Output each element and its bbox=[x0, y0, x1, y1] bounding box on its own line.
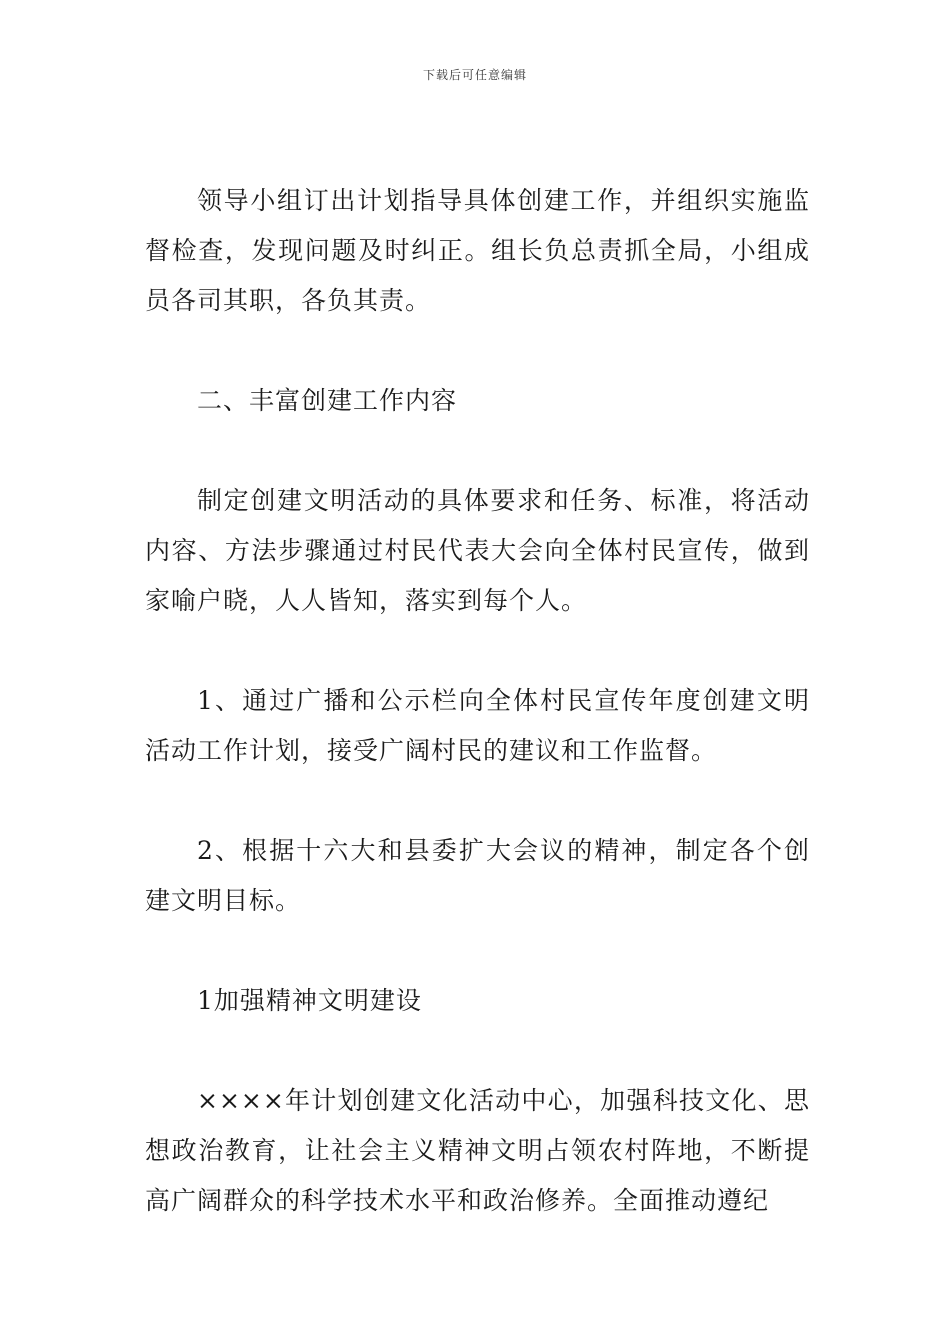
paragraph-leadership: 领导小组订出计划指导具体创建工作，并组织实施监督检查，发现问题及时纠正。组长负总责抓全局，小组成员各司其职，各负其责。 bbox=[145, 186, 810, 315]
paragraph-spacer bbox=[145, 326, 810, 376]
paragraph-culture-center: ××××年计划创建文化活动中心，加强科技文化、思想政治教育，让社会主义精神文明占领农村阵地，不断提高广阔群众的科学技术水平和政治修养。全面推动遵纪 bbox=[145, 1086, 810, 1215]
list-item-goals: 2、根据十六大和县委扩大会议的精神，制定各个创建文明目标。 bbox=[145, 836, 810, 915]
paragraph-spacer bbox=[145, 1026, 810, 1076]
subheading-spiritual: 1加强精神文明建设 bbox=[197, 986, 422, 1015]
paragraph-spacer bbox=[145, 426, 810, 476]
section-heading-content: 二、丰富创建工作内容 bbox=[197, 386, 458, 415]
paragraph-requirements: 制定创建文明活动的具体要求和任务、标准，将活动内容、方法步骤通过村民代表大会向全体村民宣传，做到家喻户晓，人人皆知，落实到每个人。 bbox=[145, 486, 810, 615]
document-body bbox=[145, 176, 810, 1226]
header-note: 下载后可任意编辑 bbox=[422, 68, 527, 82]
paragraph-spacer bbox=[145, 926, 810, 976]
paragraph-spacer bbox=[145, 626, 810, 676]
paragraph-spacer bbox=[145, 776, 810, 826]
list-item-broadcast: 1、通过广播和公示栏向全体村民宣传年度创建文明活动工作计划，接受广阔村民的建议和工作监督。 bbox=[145, 686, 810, 765]
